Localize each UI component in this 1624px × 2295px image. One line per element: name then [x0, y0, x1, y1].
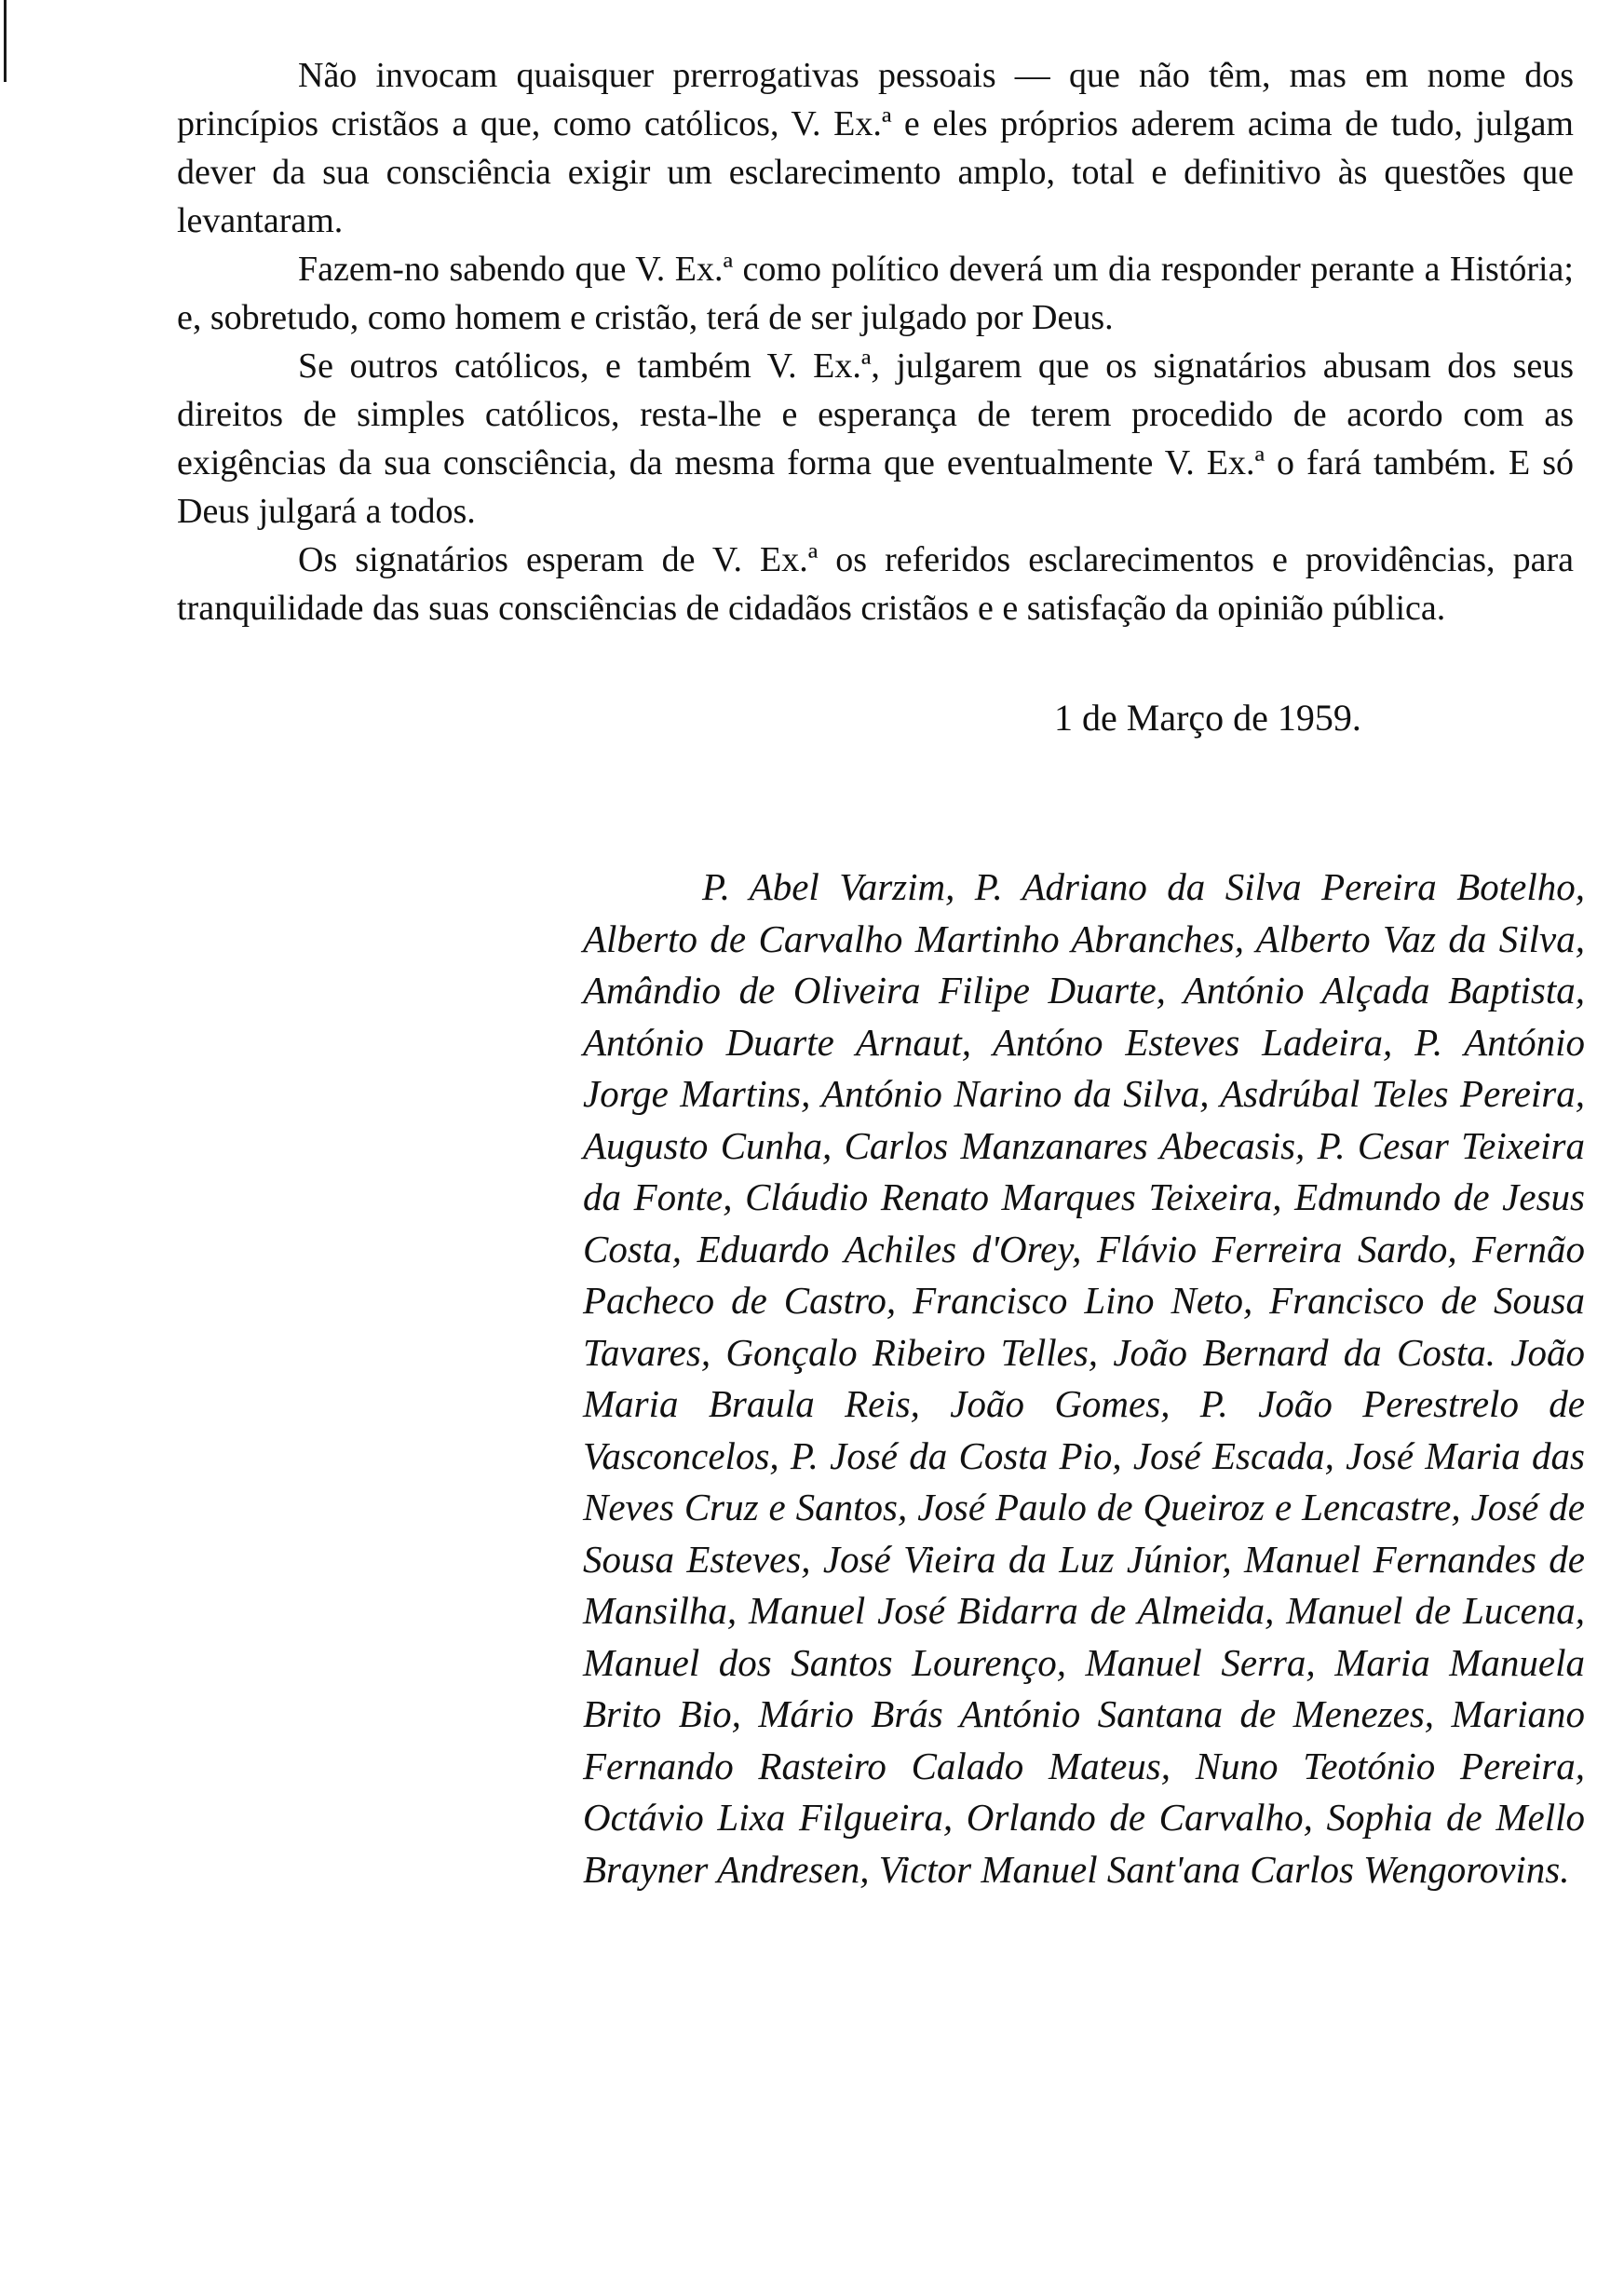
- signatories-list: P. Abel Varzim, P. Adriano da Silva Pereira Botelho, Alberto de Carvalho Martinho Abranches, Alberto Vaz da Silva, Amândio de Oliveira Filipe Duarte, António Alçada Baptista, António Duarte Arnaut, Antóno Esteves Ladeira, P. António Jorge Martins, António Narino da Silva, Asdrúbal Teles Pereira, Augusto Cunha, Carlos Manzanares Abecasis, P. Cesar Teixeira da Fonte, Cláudio Renato Marques Teixeira, Edmundo de Jesus Costa, Eduardo Achiles d'Orey, Flávio Ferreira Sardo, Fernão Pacheco de Castro, Francisco Lino Neto, Francisco de Sousa Tavares, Gonçalo Ribeiro Telles, João Bernard da Costa. João Maria Braula Reis, João Gomes, P. João Perestrelo de Vasconcelos, P. José da Costa Pio, José Escada, José Maria das Neves Cruz e Santos, José Paulo de Queiroz e Lencastre, José de Sousa Esteves, José Vieira da Luz Júnior, Manuel Fernandes de Mansilha, Manuel José Bidarra de Almeida, Manuel de Lucena, Manuel dos Santos Lourenço, Manuel Serra, Maria Manuela Brito Bio, Mário Brás António Santana de Menezes, Mariano Fernando Rasteiro Calado Mateus, Nuno Teotónio Pereira, Octávio Lixa Filgueira, Orlando de Carvalho, Sophia de Mello Brayner Andresen, Victor Manuel Sant'ana Carlos Wengorovins.: [583, 865, 1585, 1891]
- paragraph-3: Se outros católicos, e também V. Ex.ª, julgarem que os signatários abusam dos seus direitos de simples católicos, resta-lhe e esperança de terem procedido de acordo com as exigências da sua consciência, da mesma forma que eventualmente V. Ex.ª o fará também. E só Deus julgará a todos.: [177, 346, 1574, 531]
- paragraph-2: Fazem-no sabendo que V. Ex.ª como político deverá um dia responder perante a História; e, sobretudo, como homem e cristão, terá de ser julgado por Deus.: [177, 250, 1574, 337]
- paragraph-4: Os signatários esperam de V. Ex.ª os referidos esclarecimentos e providências, para tranquilidade das suas consciências de cidadãos cristãos e e satisfação da opinião pública.: [177, 540, 1574, 628]
- scan-edge-mark: [4, 0, 7, 82]
- letter-date: 1 de Março de 1959.: [1054, 697, 1361, 739]
- letter-body: [177, 51, 1574, 632]
- paragraph-1: Não invocam quaisquer prerrogativas pessoais — que não têm, mas em nome dos princípios cristãos a que, como católicos, V. Ex.ª e eles próprios aderem acima de tudo, julgam dever da sua consciência exigir um esclarecimento amplo, total e definitivo às questões que levantaram.: [177, 56, 1574, 240]
